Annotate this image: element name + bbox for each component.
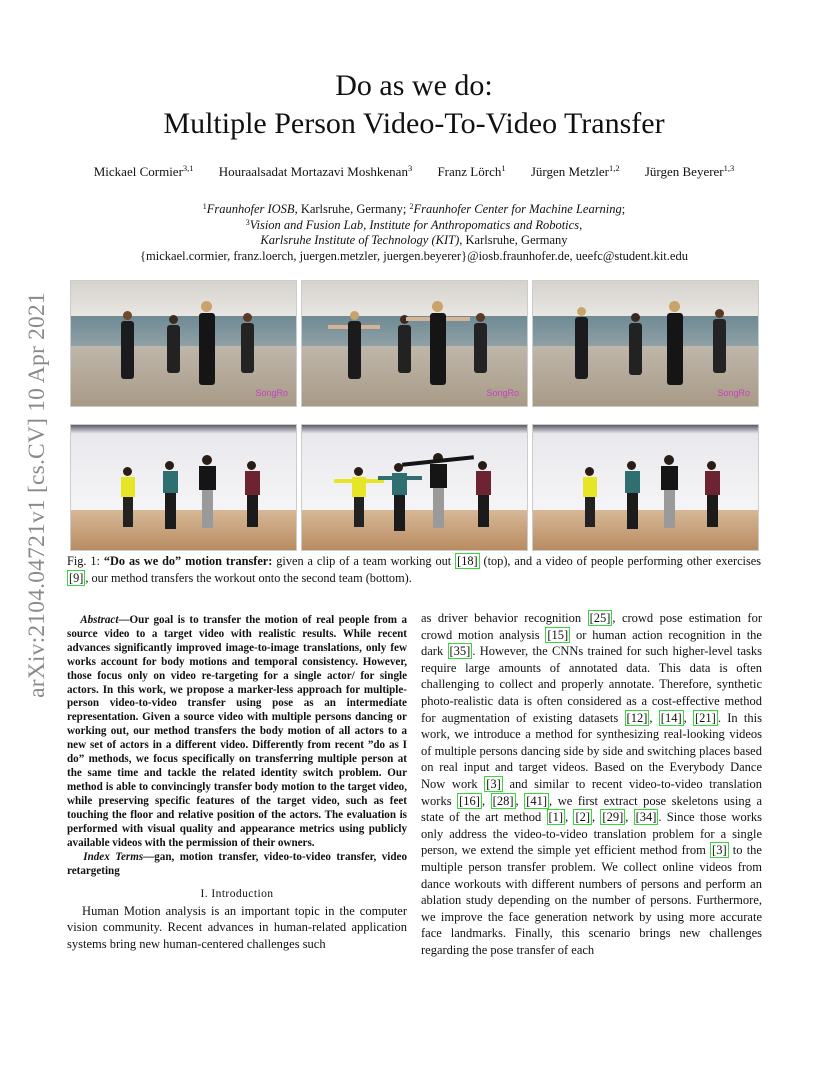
affiliation-line-1: $^1$Fraunhofer IOSB, Karlsruhe, Germany; $^2$Fraunhofer Center for Machine Learning; — [202, 202, 626, 216]
abstract: Abstract—Our goal is to transfer the motion of real people from a source video to a target video with realistic results. While recent advances significantly improved image-to-image translations, only few works account for body motions and temporal consistency. However, those focus only on video re-targeting for a single actor/ for single actors. In this work, we propose a marker-less approach for multiple-person video-to-video transfer using pose as an intermediate representation. Given a source video with multiple persons dancing or working out, our method transfers the body motion of all actors to a new set of actors in a different video. Differently from recent ”do as I do” methods, we focus specifically on transferring multiple person at the same time and tackle the related identity switch problem. Our method is able to convincingly transfer body motion to the target video, while preserving specific features of the target video, such as feet touching the floor and relative position of the actors. The evaluation is performed with visual quality and appearance metrics using publicly available videos with the permission of their owners. — [67, 614, 407, 849]
watermark-logo: SongRo — [717, 388, 750, 398]
paper-title-line-2: Multiple Person Video-To-Video Transfer — [163, 107, 665, 140]
figure-frame-top-1 — [70, 280, 297, 407]
citation-link[interactable]: [28] — [492, 793, 514, 808]
citation-link[interactable]: [14] — [660, 710, 682, 725]
citation-link[interactable]: [34] — [635, 810, 657, 825]
citation-link[interactable]: [41] — [526, 793, 548, 808]
citation-link[interactable]: [15] — [547, 627, 569, 642]
affiliation-line-2: $^3$Vision and Fusion Lab, Institute for Anthropomatics and Robotics, — [245, 218, 583, 232]
arxiv-stamp-wrapper — [14, 285, 60, 705]
author-list — [0, 163, 828, 180]
figure-caption: Fig. 1: “Do as we do” motion transfer: given a clip of a team working out [18] (top), and a video of people performing other exercises [9] , our method transfers the workout onto the second team (bottom). — [67, 554, 761, 585]
citation-link[interactable]: [3] — [712, 843, 727, 858]
right-column — [421, 610, 762, 958]
intro-paragraph-left: Human Motion analysis is an important topic in the computer vision community. Recent advances in human-related application systems bring new human-centered challenges such — [67, 903, 407, 951]
citation-link[interactable]: [1] — [548, 810, 564, 825]
author: Franz Lörch$^1$ — [437, 163, 506, 179]
index-terms: Index Terms—gan, motion transfer, video-to-video transfer, video retargeting — [67, 851, 407, 878]
figure-frame-bottom-2 — [301, 424, 528, 551]
arxiv-stamp: arXiv:2104.04721v1 [cs.CV] 10 Apr 2021 — [24, 292, 50, 698]
left-column — [67, 614, 407, 953]
figure-frame-bottom-3 — [532, 424, 759, 551]
affiliation-line-3: Karlsruhe Institute of Technology (KIT), Karlsruhe, Germany — [260, 233, 568, 247]
intro-paragraph-right: as driver behavior recognition [25] , crowd pose estimation for crowd motion analysis [15] or human action recognition in the dark [35] . However, the CNNs trained for such higher-level tasks require large amounts of annotated data. This data is often challenging to collect and properly annotate. Therefore, synthetic photo-realistic data is often considered as a cost-effective method for augmentation of existing datasets [12] , [14] , [21] . In this work, we introduce a method for synthesizing real-looking videos of multiple persons dancing side by side and switching places based on real input and target videos. Based on the Everybody Dance Now work [3] and similar to recent video-to-video translation works [16] , [28] , [41] , we first extract pose skeletons using a state of the art method [1] , [2] , [29] , [34] . Since those works only address the video-to-video translation problem for a single person, we extend the simple yet efficient method from [3] to the multiple person transfer problem. We collect online videos from dance workouts with different numbers of persons and perform an ablation study depending on the number of persons. Furthermore, we improve the face generation network by using more accurate face landmarks. Finally, this scenario brings new challenges regarding the pose transfer of each — [421, 611, 763, 957]
citation-link[interactable]: [29] — [602, 810, 624, 825]
author: Houraalsadat Mortazavi Moshkenan$^3$ — [218, 163, 413, 179]
citation-link[interactable]: [25] — [589, 611, 611, 625]
author: Jürgen Metzler$^{1,2}$ — [530, 163, 620, 179]
citation-link[interactable]: [9] — [69, 571, 84, 585]
citation-link[interactable]: [21] — [695, 710, 716, 725]
author-emails: {mickael.cormier, franz.loerch, juergen.metzler, juergen.beyerer}@iosb.fraunhofer.de, ueefc@student.kit.edu — [140, 249, 688, 263]
figure-frame-bottom-1 — [70, 424, 297, 551]
citation-link[interactable]: [35] — [449, 644, 471, 659]
author: Jürgen Beyerer$^{1,3}$ — [644, 163, 735, 179]
citation-link[interactable]: [16] — [459, 793, 480, 808]
figure-frame-top-3 — [532, 280, 759, 407]
watermark-logo: SongRo — [486, 388, 519, 398]
watermark-logo: SongRo — [255, 388, 288, 398]
figure-frame-top-2 — [301, 280, 528, 407]
section-heading: I. Introduction — [200, 887, 274, 901]
citation-link[interactable]: [2] — [575, 810, 591, 825]
paper-title-line-1: Do as we do: — [335, 69, 493, 102]
citation-link[interactable]: [18] — [457, 554, 478, 568]
citation-link[interactable]: [12] — [626, 710, 648, 725]
citation-link[interactable]: [3] — [486, 776, 501, 791]
author: Mickael Cormier$^{3,1}$ — [93, 163, 194, 179]
